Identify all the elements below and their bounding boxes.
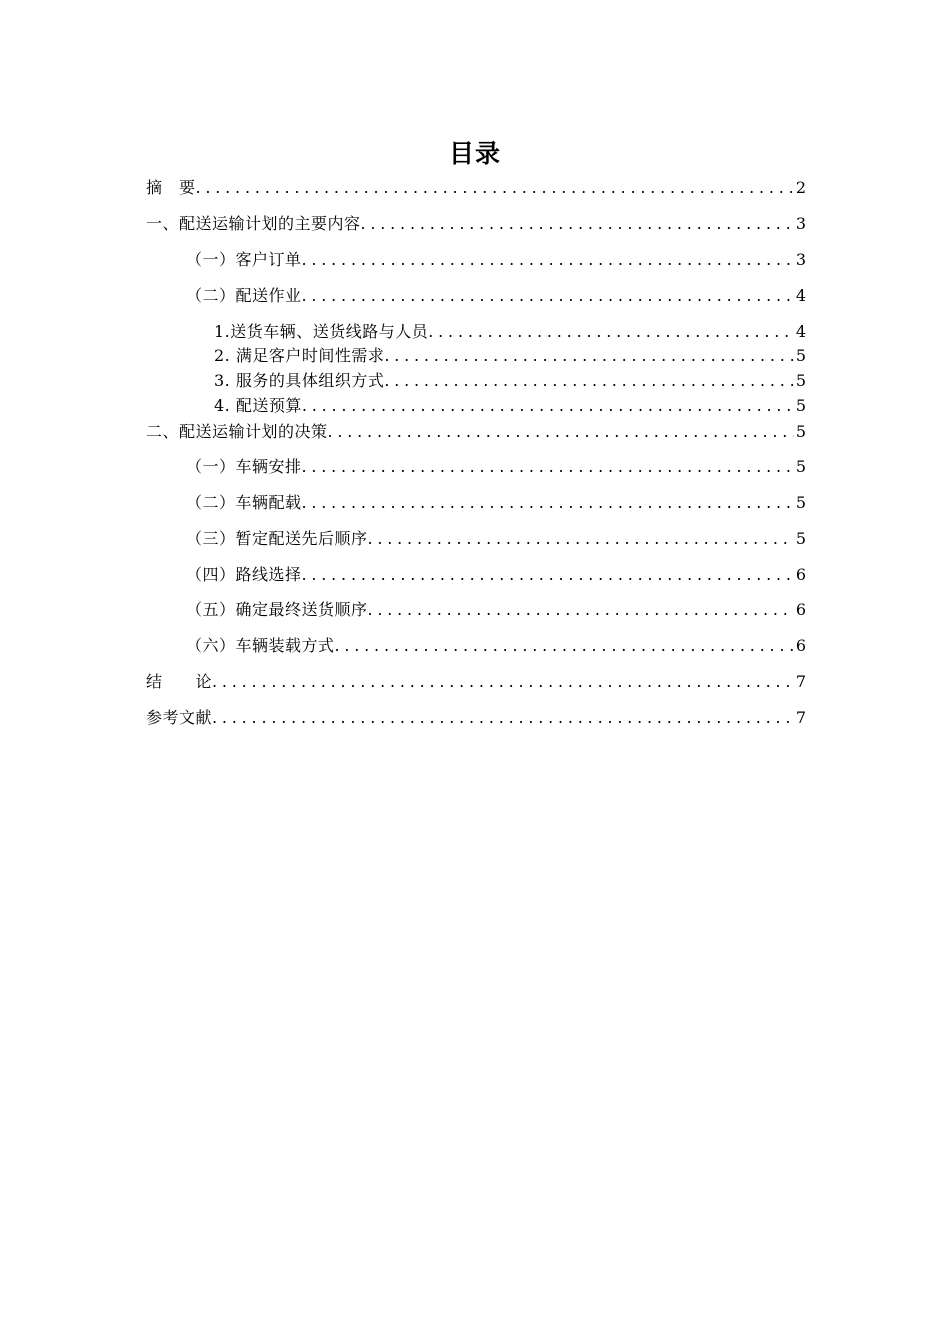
toc-entry-label: （二）配送作业 [186,286,302,305]
toc-leader-dots [212,672,794,692]
toc-entry-label: 摘 要 [146,178,196,197]
toc-entry-label: 3. 服务的具体组织方式 [214,371,385,390]
toc-entry-label: （三）暂定配送先后顺序 [186,529,368,548]
toc-entry-label: （一）车辆安排 [186,457,302,476]
toc-entry-section-2-1[interactable] [186,457,806,477]
toc-entry-page: 2 [795,178,806,197]
toc-entry-subsection-4[interactable] [214,396,806,416]
toc-entry-chapter-1[interactable] [146,214,806,234]
toc-entry-label: 结 论 [146,672,213,691]
toc-leader-dots [428,322,794,342]
toc-entry-page: 4 [795,322,806,341]
toc-entry-label: 2. 满足客户时间性需求 [214,346,385,365]
toc-entry-references[interactable] [146,708,806,728]
toc-entry-page: 6 [795,636,806,655]
page-title: 目录 [448,139,501,168]
toc-entry-page: 5 [795,346,806,365]
toc-entry-page: 3 [795,250,806,269]
toc-entry-page: 7 [795,708,806,727]
toc-leader-dots [368,529,794,549]
toc-entry-subsection-1[interactable] [214,322,806,342]
toc-entry-subsection-2[interactable] [214,346,806,366]
toc-leader-dots [368,600,794,620]
toc-entry-page: 5 [795,493,806,512]
toc-entry-label: 4. 配送预算 [214,396,302,415]
toc-leader-dots [302,457,794,477]
toc-entry-chapter-2[interactable] [146,422,806,442]
toc-entry-page: 5 [795,371,806,390]
toc-entry-label: （四）路线选择 [186,565,302,584]
toc-entry-abstract[interactable] [146,178,806,198]
toc-leader-dots [361,214,794,234]
toc-entry-label: 参考文献 [146,708,213,727]
toc-leader-dots [384,371,793,391]
toc-entry-conclusion[interactable] [146,672,806,692]
toc-leader-dots [328,422,794,442]
toc-leader-dots [196,178,794,198]
toc-entry-section-2-3[interactable] [186,529,806,549]
toc-entry-section-1-1[interactable] [186,250,806,270]
toc-entry-page: 5 [795,457,806,476]
toc-entry-section-2-4[interactable] [186,565,806,585]
toc-entry-section-2-6[interactable] [186,636,806,656]
toc-leader-dots [384,346,793,366]
toc-entry-page: 7 [795,672,806,691]
toc-entry-page: 6 [795,565,806,584]
toc-leader-dots [302,250,794,270]
toc-entry-section-2-5[interactable] [186,600,806,620]
toc-leader-dots [302,565,794,585]
toc-entry-label: （二）车辆配载 [186,493,302,512]
toc-entry-page: 6 [795,600,806,619]
toc-entry-page: 3 [795,214,806,233]
toc-entry-subsection-3[interactable] [214,371,806,391]
toc-leader-dots [335,636,794,656]
toc-leader-dots [212,708,794,728]
toc-entry-label: （一）客户订单 [186,250,302,269]
toc-entry-label: （五）确定最终送货顺序 [186,600,368,619]
toc-entry-section-2-2[interactable] [186,493,806,513]
toc-entry-page: 4 [795,286,806,305]
toc-entry-page: 5 [795,396,806,415]
toc-entry-label: 1.送货车辆、送货线路与人员 [214,322,429,341]
toc-entry-label: 二、配送运输计划的决策 [146,422,328,441]
toc-entry-page: 5 [795,422,806,441]
toc-leader-dots [302,286,794,306]
toc-entry-label: （六）车辆装载方式 [186,636,335,655]
toc-leader-dots [302,493,794,513]
toc-entry-section-1-2[interactable] [186,286,806,306]
toc-entry-page: 5 [795,529,806,548]
toc-leader-dots [302,396,794,416]
toc-entry-label: 一、配送运输计划的主要内容 [146,214,361,233]
